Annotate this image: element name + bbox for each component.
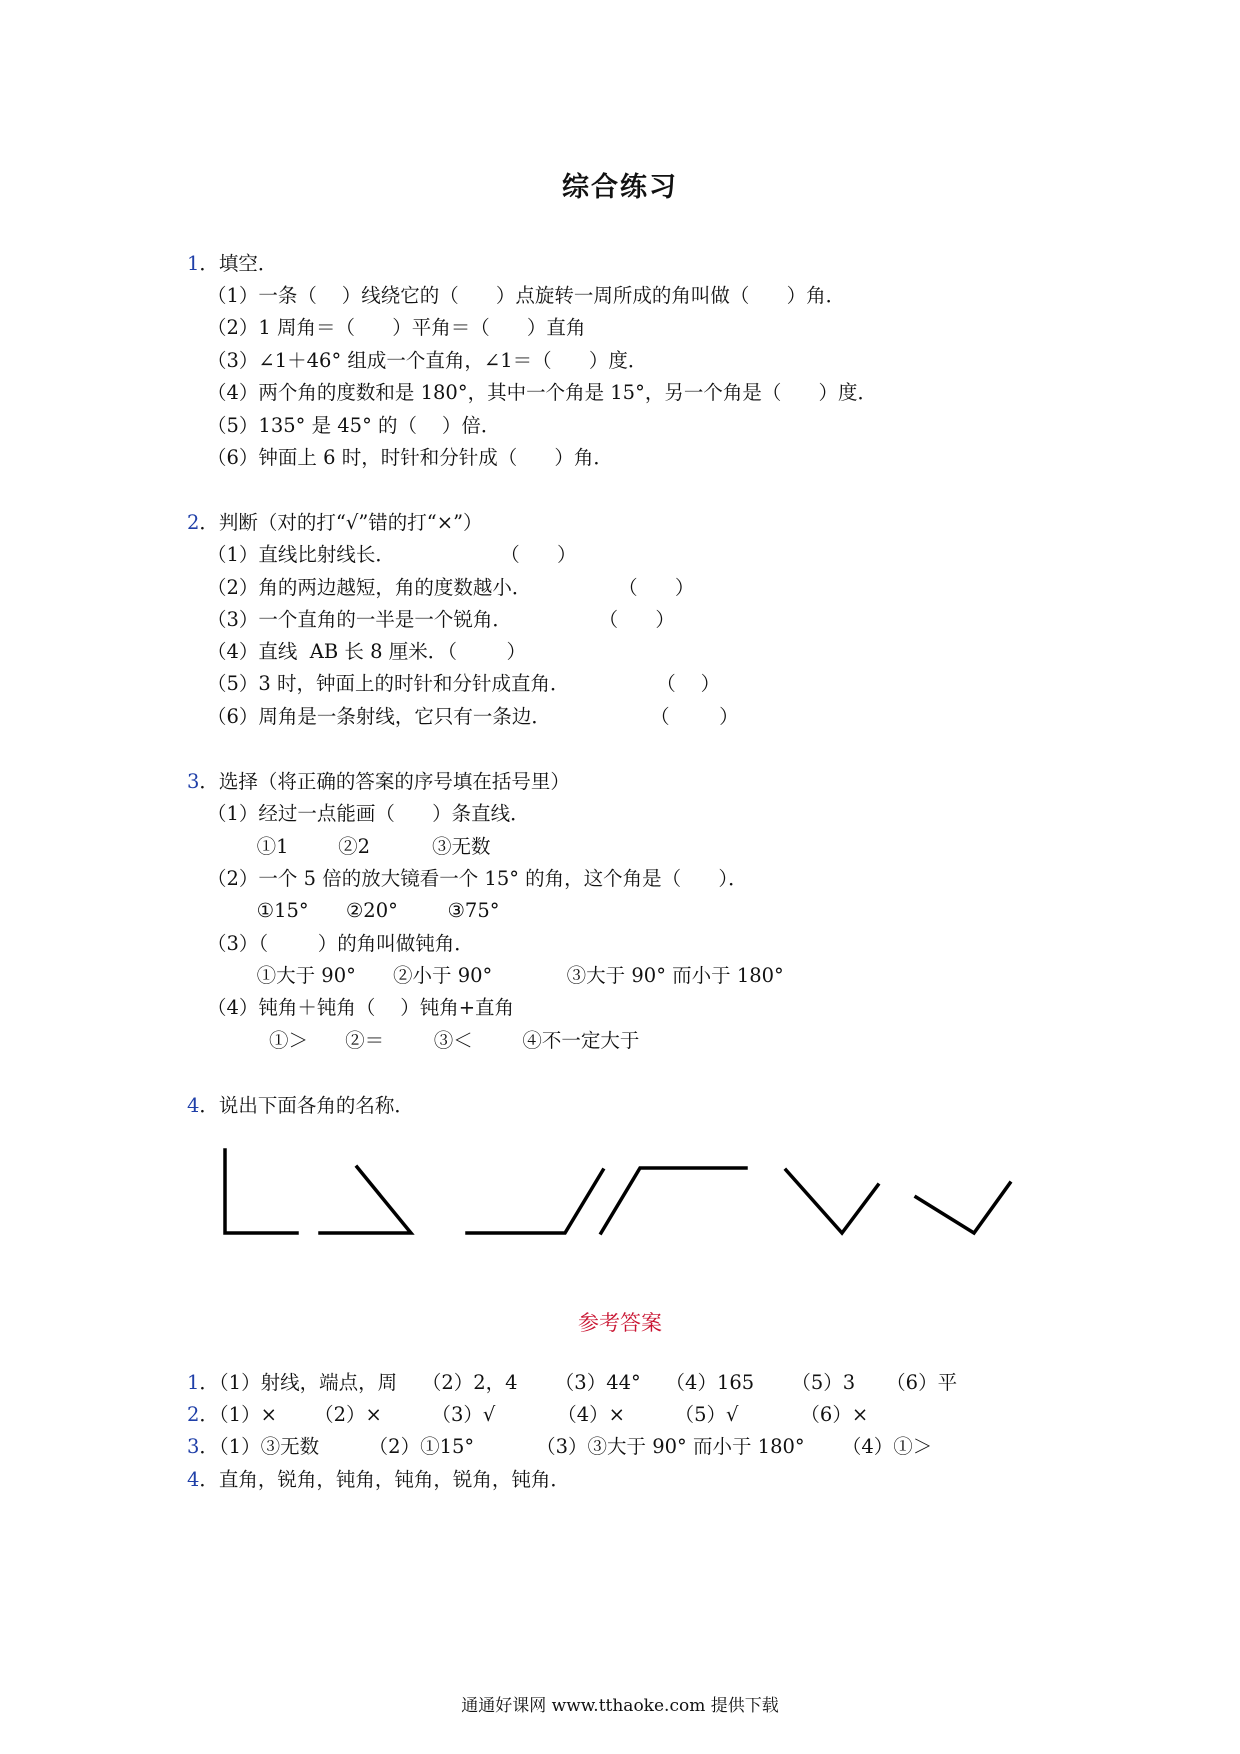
answer-4 [187,1468,570,1492]
section-2-number: 2 [187,511,200,534]
answer-4-number: 4 [187,1468,200,1491]
answer-title: 参考答案 [578,1311,662,1335]
angle-right [225,1150,297,1233]
angle-obtuse-1 [467,1170,603,1233]
section-3-heading-text: ．选择（将正确的答案的序号填在括号里） [199,770,570,793]
answer-2-text: ．（1）× （2）× （3）√ （4）× （5）√ （6）× [199,1403,869,1426]
section-1-heading-text: ．填空． [199,252,278,275]
angle-obtuse-3 [916,1183,1010,1233]
question-3-2: （2）一个 5 倍的放大镜看一个 15° 的角，这个角是（ ）． [207,867,748,890]
section-3-number: 3 [187,770,200,793]
answer-1-number: 1 [187,1371,200,1394]
question-2-2: （2）角的两边越短，角的度数越小． （ ） [207,576,695,599]
question-1-3: （3）∠1＋46° 组成一个直角，∠1＝（ ）度． [207,349,648,372]
angle-acute-1 [320,1167,411,1233]
question-2-5: （5）3 时，钟面上的时针和分针成直角． （ ） [207,672,721,695]
section-4-number: 4 [187,1094,200,1117]
question-1-4: （4）两个角的度数和是 180°，其中一个角是 15°，另一个角是（ ）度． [207,381,878,404]
answer-3 [187,1435,932,1459]
answer-1-text: ．（1）射线，端点，周 （2）2，4 （3）44° （4）165 （5）3 （6）平 [199,1371,958,1394]
section-1-number: 1 [187,252,200,275]
question-1-5: （5）135° 是 45° 的（ ）倍． [207,414,501,437]
answer-3-number: 3 [187,1435,200,1458]
section-2-heading-text: ．判断（对的打“√”错的打“×”） [199,511,483,534]
answer-3-text: ．（1）③无数 （2）①15° （3）③大于 90° 而小于 180° （4）①＞ [199,1435,933,1458]
question-3-3-options: ①大于 90° ②小于 90° ③大于 90° 而小于 180° [207,964,784,987]
question-3-1-options: ①1 ②2 ③无数 [207,835,491,858]
question-2-3: （3）一个直角的一半是一个锐角． （ ） [207,608,675,631]
answer-2-number: 2 [187,1403,200,1426]
footer-credit: 通通好课网 www.tthaoke.com 提供下载 [461,1696,779,1716]
angle-acute-2 [786,1170,878,1233]
answer-1 [187,1371,957,1395]
question-3-4: （4）钝角＋钝角（ ）钝角+直角 [207,996,515,1019]
section-4-heading-text: ．说出下面各角的名称． [199,1094,414,1117]
question-1-1: （1）一条（ ）线绕它的（ ）点旋转一周所成的角叫做（ ）角． [207,284,846,307]
question-2-1: （1）直线比射线长． （ ） [207,543,577,566]
page-title: 综合练习 [562,172,678,203]
question-3-4-options: ①＞ ②＝ ③＜ ④不一定大于 [207,1029,640,1052]
question-2-4: （4）直线 AB 长 8 厘米．（ ） [207,640,527,663]
question-2-6: （6）周角是一条射线，它只有一条边． （ ） [207,705,739,728]
question-3-1: （1）经过一点能画（ ）条直线． [207,802,530,825]
answer-4-text: ．直角，锐角，钝角，钝角，锐角，钝角． [199,1468,570,1491]
question-1-6: （6）钟面上 6 时，时针和分针成（ ）角． [207,446,613,469]
question-1-2: （2）1 周角＝（ ）平角＝（ ）直角 [207,316,586,339]
question-3-3: （3）（ ）的角叫做钝角． [207,932,474,955]
question-3-2-options: ①15° ②20° ③75° [207,899,500,922]
angle-obtuse-2 [601,1168,746,1233]
answer-2 [187,1403,868,1427]
